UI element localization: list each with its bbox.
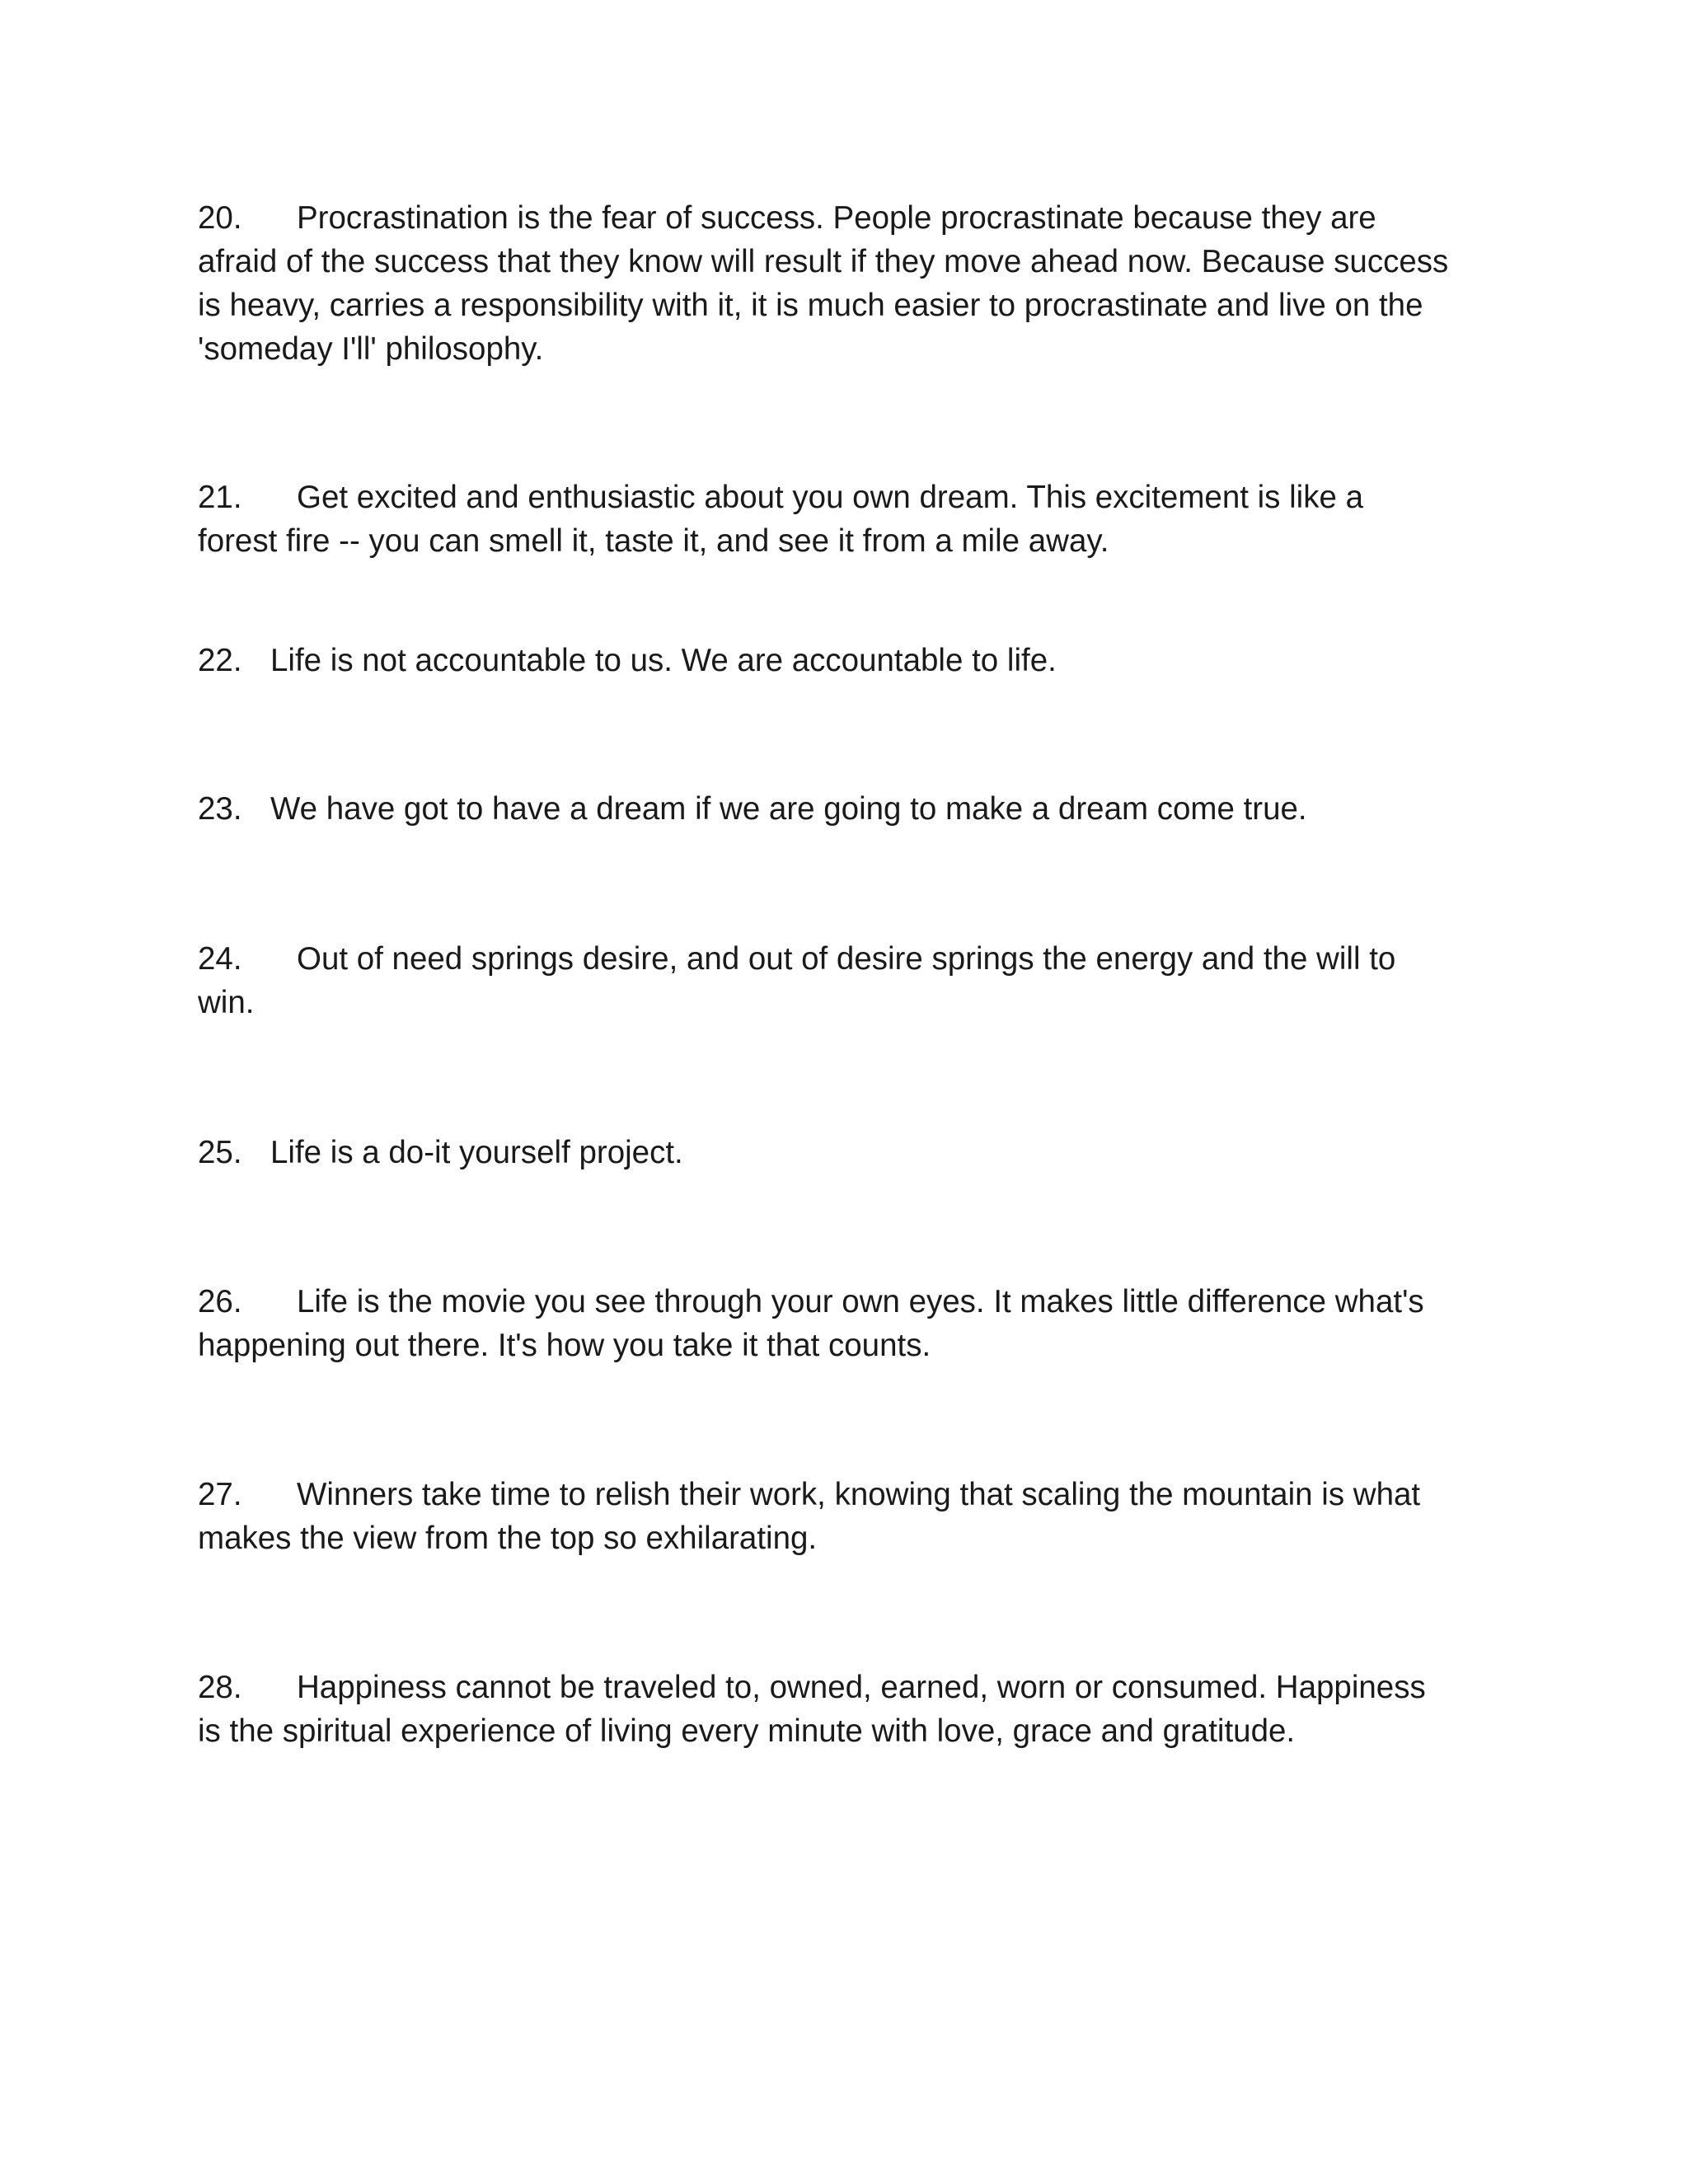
quote-26 xyxy=(198,1280,1451,1367)
quote-number: 28. xyxy=(198,1670,242,1705)
quote-number: 20. xyxy=(198,200,242,236)
quote-27 xyxy=(198,1473,1451,1560)
quote-24 xyxy=(198,937,1451,1024)
quote-text: Winners take time to relish their work, knowing that scaling the mountain is what makes the view from the top so exhilarating. xyxy=(198,1477,1421,1556)
quote-number: 23. xyxy=(198,791,242,827)
quote-text: We have got to have a dream if we are going to make a dream come true. xyxy=(270,791,1307,827)
quote-text: Get excited and enthusiastic about you own dream. This excitement is like a forest fire -- you can smell it, taste it, and see it from a mile away. xyxy=(198,480,1363,559)
quote-number: 21. xyxy=(198,480,242,515)
quote-text: Procrastination is the fear of success. People procrastinate because they are afraid of the success that they know will result if they move ahead now. Because success is heavy, carries a responsibility with it, it is much easier to procrastinate and live on the 'someday I'll' philosophy. xyxy=(198,200,1449,367)
quote-28 xyxy=(198,1666,1451,1753)
quote-text: Out of need springs desire, and out of desire springs the energy and the will to win. xyxy=(198,941,1396,1020)
quote-number: 22. xyxy=(198,643,242,678)
quote-23 xyxy=(198,787,1451,831)
quote-21 xyxy=(198,476,1451,563)
quote-number: 27. xyxy=(198,1477,242,1512)
quote-text: Life is not accountable to us. We are accountable to life. xyxy=(270,643,1057,678)
quote-25 xyxy=(198,1131,1451,1174)
quote-text: Life is the movie you see through your own eyes. It makes little difference what's happening out there. It's how you take it that counts. xyxy=(198,1284,1424,1363)
quote-22 xyxy=(198,639,1451,682)
quote-number: 24. xyxy=(198,941,242,977)
quote-text: Happiness cannot be traveled to, owned, earned, worn or consumed. Happiness is the spiritual experience of living every minute with love, grace and gratitude. xyxy=(198,1670,1426,1749)
quote-number: 26. xyxy=(198,1284,242,1319)
quote-text: Life is a do-it yourself project. xyxy=(270,1135,683,1170)
quote-number: 25. xyxy=(198,1135,242,1170)
quote-20 xyxy=(198,196,1451,371)
